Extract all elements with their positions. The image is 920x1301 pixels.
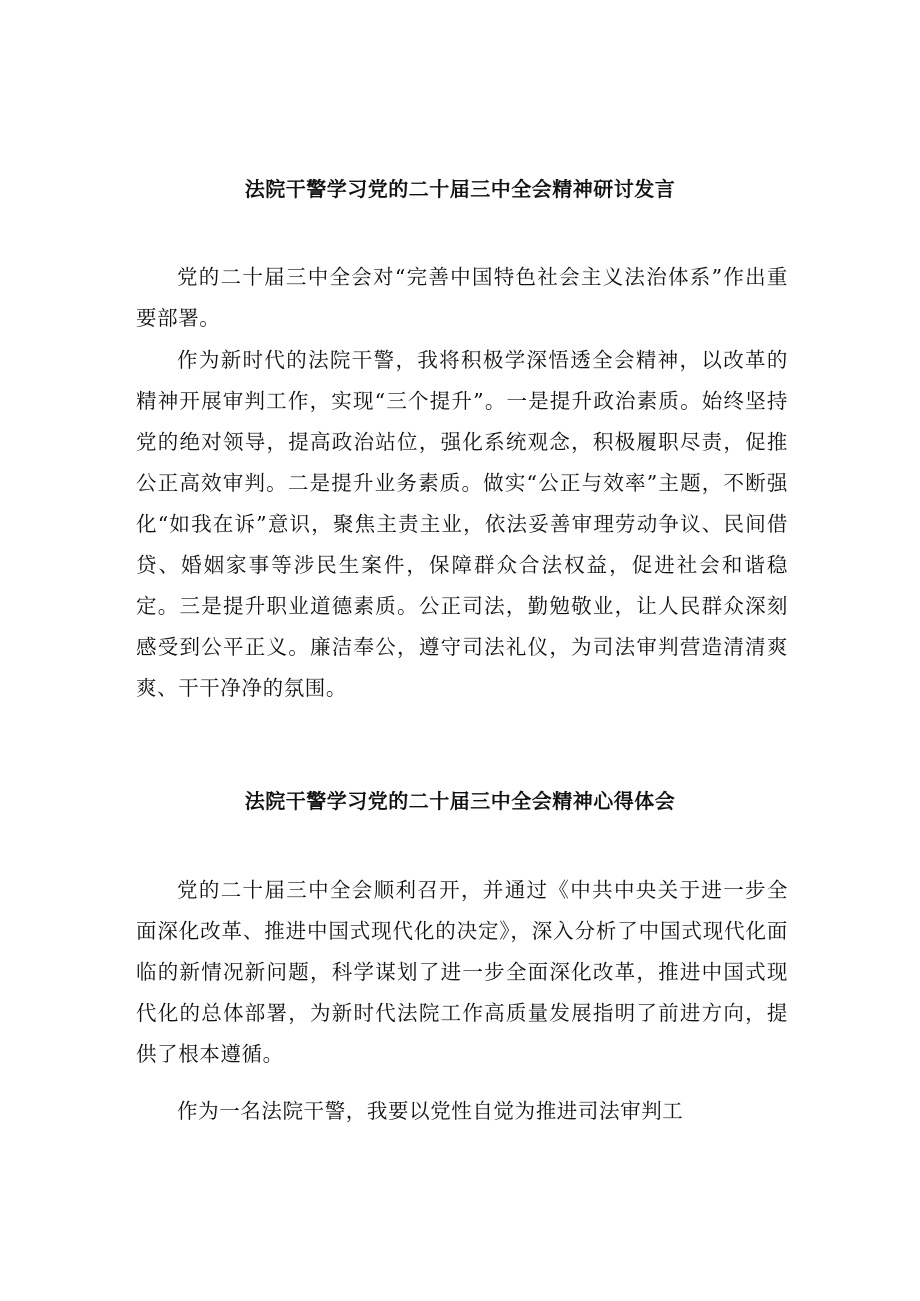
section-1-paragraph-1: 党的二十届三中全会对“完善中国特色社会主义法治体系”作出重要部署。 <box>136 265 788 330</box>
section-2-paragraph-1: 党的二十届三中全会顺利召开，并通过《中共中央关于进一步全面深化改革、推进中国式现代化的决定》，深入分析了中国式现代化面临的新情况新问题，科学谋划了进一步全面深化改革，推进中国式现代化的总体部署，为新时代法院工作高质量发展指明了前进方向，提供了根本遵循。 <box>136 878 788 1066</box>
section-1-title: 法院干警学习党的二十届三中全会精神研讨发言 <box>244 177 676 201</box>
section-2-title: 法院干警学习党的二十届三中全会精神心得体会 <box>244 789 676 813</box>
section-2-paragraph-2: 作为一名法院干警，我要以党性自觉为推进司法审判工 <box>177 1099 684 1123</box>
section-1-paragraph-2: 作为新时代的法院干警，我将积极学深悟透全会精神，以改革的精神开展审判工作，实现“三个提升”。一是提升政治素质。始终坚持党的绝对领导，提高政治站位，强化系统观念，积极履职尽责，促推公正高效审判。二是提升业务素质。做实“公正与效率”主题，不断强化“如我在诉”意识，聚焦主责主业，依法妥善审理劳动争议、民间借贷、婚姻家事等涉民生案件，保障群众合法权益，促进社会和谐稳定。三是提升职业道德素质。公正司法，勤勉敬业，让人民群众深刻感受到公平正义。廉洁奉公，遵守司法礼仪，为司法审判营造清清爽爽、干干净净的氛围。 <box>136 348 788 700</box>
